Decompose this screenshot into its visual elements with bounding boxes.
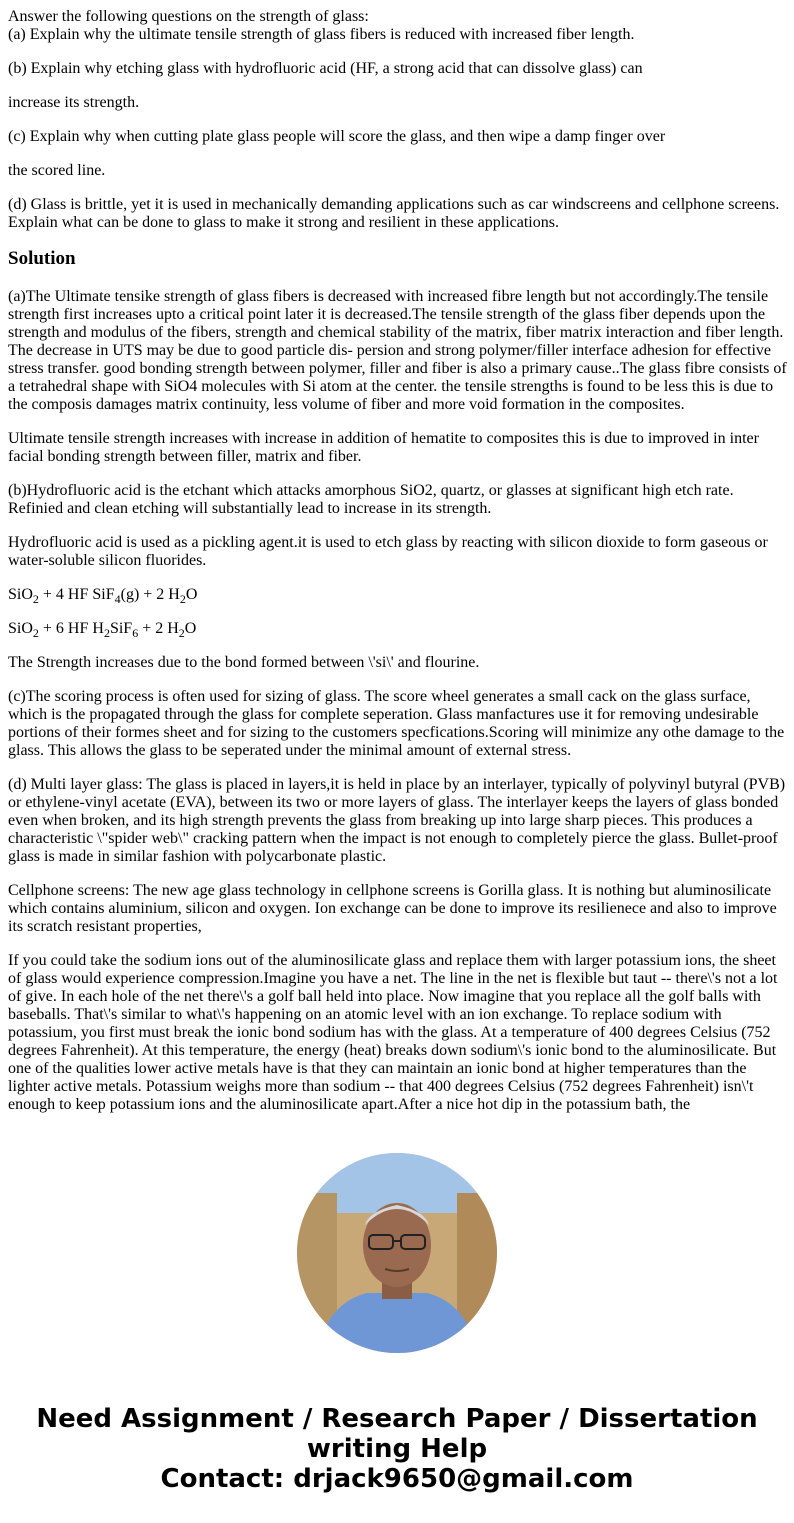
- eq-sub: 4: [114, 592, 121, 606]
- question-a: (a) Explain why the ultimate tensile strength of glass fibers is reduced with increased fiber length.: [8, 26, 635, 43]
- author-avatar: [297, 1153, 497, 1353]
- footer-line: writing Help: [306, 1434, 488, 1464]
- solution-paragraph: (c)The scoring process is often used for sizing of glass. The score wheel generates a small cack on the glass surface, which is the propagated through the glass for complete seperation. Glass manfactures use it for removing undesirable portions of their formes sheet and for sizing to the customers specfications.Scoring will minimize any othe damage to the glass. This allows the glass to be seperated under the minimal amount of external stress.: [8, 688, 785, 759]
- solution-paragraph: The Strength increases due to the bond formed between \'si\' and flourine.: [8, 654, 480, 671]
- eq-sub: 2: [179, 592, 186, 606]
- question-b-line2: increase its strength.: [8, 94, 140, 111]
- eq-sub: 2: [178, 626, 185, 640]
- footer-contact: Contact: drjack9650@gmail.com: [160, 1464, 634, 1494]
- solution-paragraph: Ultimate tensile strength increases with increase in addition of hematite to composites this is due to improved in inter facial bonding strength between filler, matrix and fiber.: [8, 430, 759, 465]
- question-c-line1: (c) Explain why when cutting plate glass people will score the glass, and then wipe a damp finger over: [8, 128, 666, 145]
- eq-sub: 2: [103, 626, 110, 640]
- solution-paragraph: (a)The Ultimate tensike strength of glass fibers is decreased with increased fibre length but not accordingly.The tensile strength first increases upto a critical point later it is decreased.The tensile strength of the glass fiber depends upon the strength and modulus of the fibers, strength and chemical stability of the matrix, fiber matrix interaction and fiber length. The decrease in UTS may be due to good particle dis- persion and strong polymer/filler interface adhesion for effective stress transfer. good bonding strength between polymer, filler and fiber is also a primary cause..The glass fibre consists of a tetrahedral shape with SiO4 molecules with Si atom at the center. the tensile strengths is found to be less this is due to the composis damages matrix continuity, less volume of fiber and more void formation in the composites.: [8, 288, 787, 413]
- eq-text: + 4 HF SiF: [38, 586, 115, 603]
- eq-sub: 2: [32, 626, 39, 640]
- eq-text: + 2 H: [138, 620, 179, 637]
- question-intro: Answer the following questions on the strength of glass:: [8, 8, 369, 25]
- question-d: (d) Glass is brittle, yet it is used in mechanically demanding applications such as car windscreens and cellphone screens. Explain what can be done to glass to make it strong and resilient in these applications.: [8, 196, 780, 231]
- eq-text: O: [185, 586, 198, 603]
- eq-text: O: [184, 620, 197, 637]
- equation-1: [8, 586, 788, 604]
- document-content: [8, 8, 788, 1122]
- eq-text: SiO: [8, 620, 33, 637]
- eq-text: (g) + 2 H: [120, 586, 180, 603]
- solution-paragraph: Cellphone screens: The new age glass technology in cellphone screens is Gorilla glass. It is nothing but aluminosilicate which contains aluminium, silicon and oxygen. Ion exchange can be done to improve its resilienece and also to improve its scratch resistant properties,: [8, 882, 777, 935]
- solution-paragraph: (d) Multi layer glass: The glass is placed in layers,it is held in place by an interlayer, typically of polyvinyl butyral (PVB) or ethylene-vinyl acetate (EVA), between its two or more layers of glass. The interlayer keeps the layers of glass bonded even when broken, and its high strength prevents the glass from breaking up into large sharp pieces. This produces a characteristic \"spider web\" cracking pattern when the impact is not enough to completely pierce the glass. Bullet-proof glass is made in similar fashion with polycarbonate plastic.: [8, 776, 786, 865]
- eq-text: SiF: [109, 620, 133, 637]
- eq-sub: 6: [132, 626, 139, 640]
- footer-ad: [0, 1404, 794, 1494]
- question: [8, 8, 788, 44]
- equation-2: [8, 620, 788, 638]
- solution-paragraph: Hydrofluoric acid is used as a pickling agent.it is used to etch glass by reacting with silicon dioxide to form gaseous or water-soluble silicon fluorides.: [8, 534, 768, 569]
- eq-text: SiO: [8, 586, 33, 603]
- question-c-line2: the scored line.: [8, 162, 106, 179]
- solution-heading: Solution: [8, 248, 76, 269]
- solution-paragraph: If you could take the sodium ions out of the aluminosilicate glass and replace them with larger potassium ions, the sheet of glass would experience compression.Imagine you have a net. The line in the net is flexible but taut -- there\'s not a lot of give. In each hole of the net there\'s a golf ball held into place. Now imagine that you replace all the golf balls with baseballs. That\'s similar to what\'s happening on an atomic level with an ion exchange. To replace sodium with potassium, you first must break the ionic bond sodium has with the glass. At a temperature of 400 degrees Celsius (752 degrees Fahrenheit). At this temperature, the energy (heat) breaks down sodium\'s ionic bond to the aluminosilicate. But one of the qualities lower active metals have is that they can maintain an ionic bond at higher temperatures than the lighter active metals. Potassium weighs more than sodium -- that 400 degrees Celsius (752 degrees Fahrenheit) isn\'t enough to keep potassium ions and the aluminosilicate apart.After a nice hot dip in the potassium bath, the: [8, 952, 778, 1113]
- solution-paragraph: (b)Hydrofluoric acid is the etchant which attacks amorphous SiO2, quartz, or glasses at significant high etch rate. Refinied and clean etching will substantially lead to increase in its strength.: [8, 482, 734, 517]
- question-b-line1: (b) Explain why etching glass with hydrofluoric acid (HF, a strong acid that can dissolve glass) can: [8, 60, 643, 77]
- footer-line: Need Assignment / Research Paper / Dissertation: [36, 1404, 758, 1434]
- eq-sub: 2: [32, 592, 39, 606]
- eq-text: + 6 HF H: [38, 620, 104, 637]
